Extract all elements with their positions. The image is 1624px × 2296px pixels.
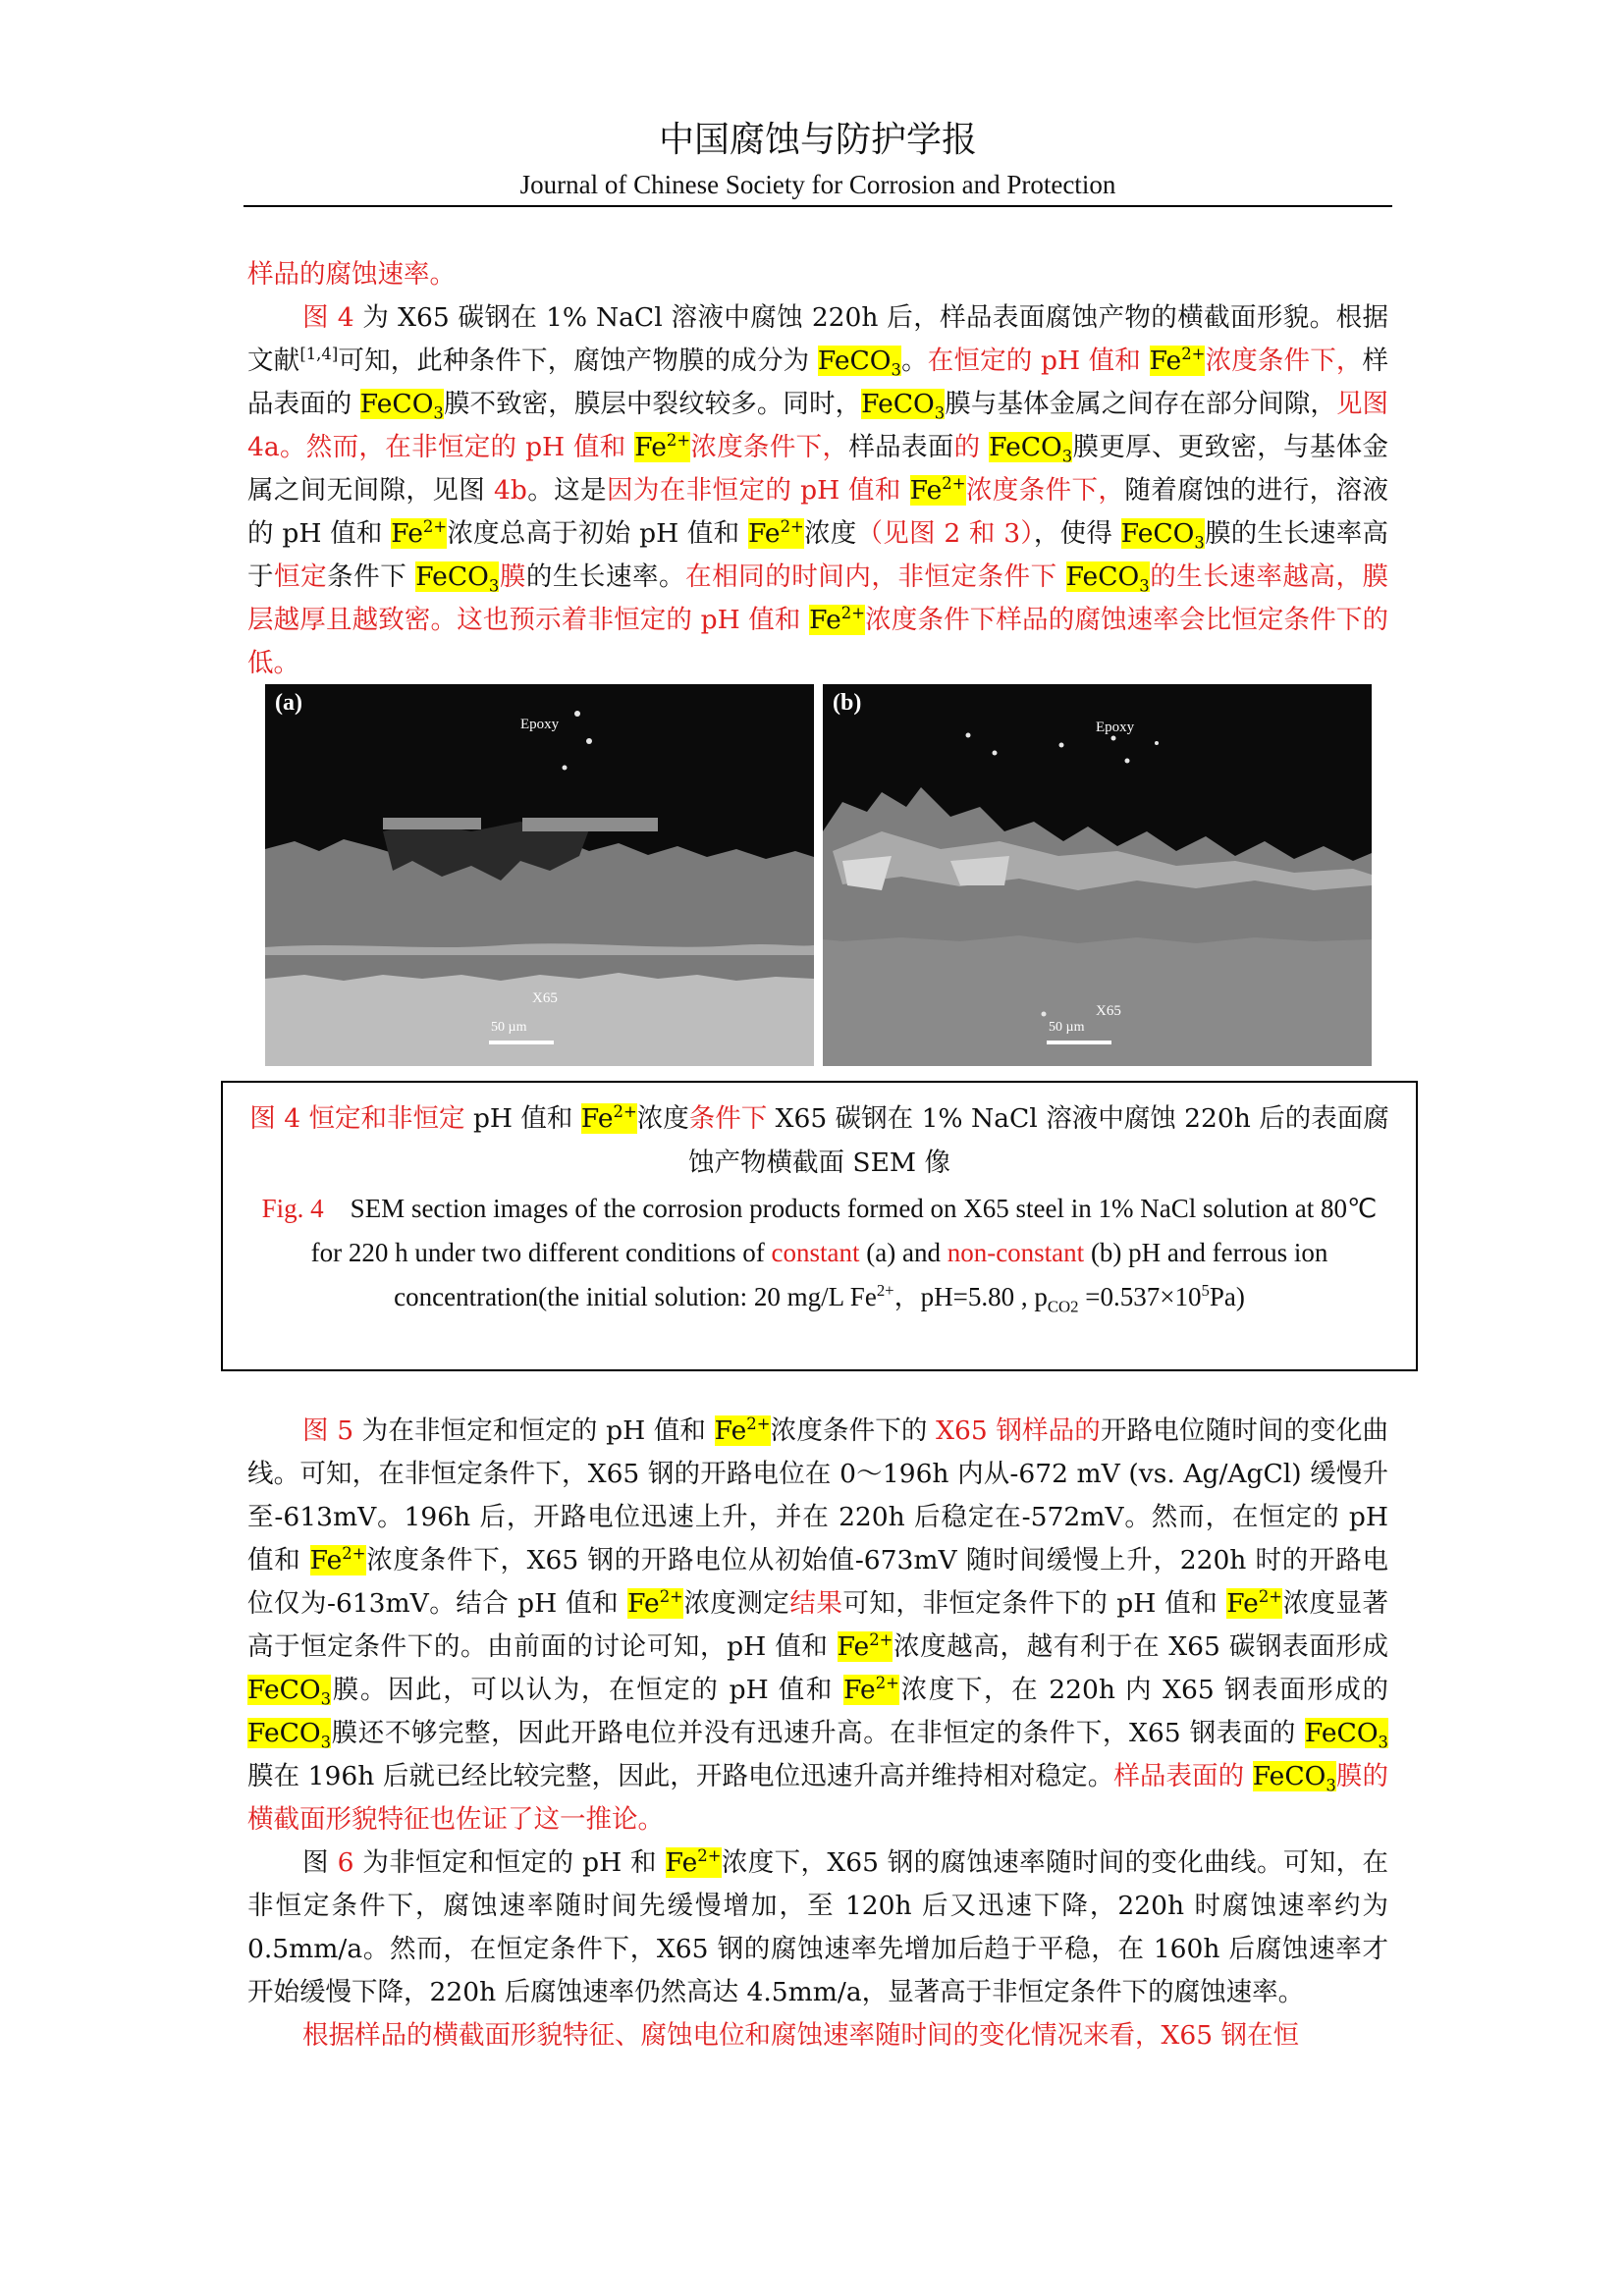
subscript: CO2 [1047,1297,1079,1316]
text-run: 可知，非恒定条件下的 pH 值和 [842,1588,1227,1619]
formula-feco3: FeCO$_3$ [415,561,500,596]
text-run: 浓度测定 [682,1588,790,1619]
red-text: 因为在非恒定的 pH 值和 [606,475,910,506]
superscript: 2+ [876,1281,894,1300]
fig-ref: 图 5 [302,1415,354,1446]
red-text: 4b [493,475,527,506]
text-run: 膜在 196h 后就已经比较完整，因此，开路电位迅速升高并维持相对稳定。 [247,1761,1114,1791]
red-text: 在相同的时间内，非恒定条件下 [685,561,1066,592]
formula-feco3: FeCO$_3$ [861,389,946,423]
red-text: constant [771,1238,860,1267]
formula-fe2plus: $Fe^{2+}$ [837,1630,893,1662]
text-block-top [247,253,1388,685]
text-run: SEM section images of the corrosion products formed on X65 steel in 1% NaCl solution at 80℃ for 220 h under two different conditions of [310,1194,1390,1267]
formula-fe2plus: $Fe^{2+}$ [634,431,691,462]
text-run: 为非恒定和恒定的 pH 和 [353,1847,666,1878]
red-text: （见图 2 和 3） [856,518,1034,549]
formula-fe2plus: $Fe^{2+}$ [843,1674,899,1705]
text-run: 条件下 [327,561,416,592]
panel-b-metal-label: X65 [1096,1003,1121,1019]
formula-feco3: FeCO$_3$ [1065,561,1150,596]
text-run: 膜不致密，膜层中裂纹较多。同时， [443,389,862,419]
red-text: 样品表面的 [1113,1761,1253,1791]
formula-fe2plus: $Fe^{2+}$ [627,1587,683,1619]
red-text: 恒定 [274,561,328,592]
text-run: 样品表面的 [247,346,1389,419]
citation: [1,4] [299,345,339,364]
red-text: 浓度条件下， [965,475,1125,506]
text-run: pH 值和 [464,1103,581,1134]
text-run: 浓度下，X65 钢的腐蚀速率随时间的变化曲线。可知，在非恒定条件下，腐蚀速率随时间先缓慢增加，至 120h 后又迅速下降，220h 时腐蚀速率约为 0.5mm/a。然而，在恒定条件下，X65 钢的腐蚀速率先增加后趋于平稳，在 160h 后腐蚀速率才开始缓慢下降，220h 后腐蚀速率仍然高达 4.5mm/a，显著高于非恒定条件下的腐蚀速率。 [247,1847,1388,2007]
panel-b-epoxy-label: Epoxy [1096,720,1135,735]
text-run: 浓度 [636,1103,689,1134]
text-run: 浓度下，在 220h 内 X65 钢表面形成的 [898,1675,1388,1705]
fig-ref: 6 [337,1847,354,1878]
caption-en [243,1187,1396,1319]
red-text: 图 4 恒定和非恒定 [249,1103,465,1134]
text-run: 为 X65 碳钢在 1% NaCl 溶液中腐蚀 220h 后，样品表面腐蚀产物的横截面形貌。根据文献 [247,302,1388,376]
panel-a-label: (a) [275,690,302,716]
text-run: 样品表面 [848,432,954,462]
text-run: 膜还不够完整，因此开路电位并没有迅速升高。在非恒定的条件下，X65 钢表面的 [331,1718,1305,1748]
red-text: 膜 [499,561,526,592]
text-run: ，pH=5.80 , p [893,1282,1048,1311]
formula-fe2plus: $Fe^{2+}$ [809,604,865,635]
formula-feco3: FeCO$_3$ [247,1718,332,1752]
red-text: X65 钢样品的 [936,1415,1101,1446]
text-run: 图 [302,1847,338,1878]
fig-ref: 图 4 [302,302,354,333]
panel-a-metal-label: X65 [532,990,558,1006]
text-run: (b) pH and ferrous ion concentration(the initial solution: 20 mg/L Fe [394,1238,1328,1311]
text-run: 膜。因此，可以认为，在恒定的 pH 值和 [331,1675,844,1705]
text-run: 随着腐蚀的进行，溶液的 pH 值和 [247,475,1388,549]
text-run: 膜与基体金属之间存在部分间隙， [945,389,1336,419]
text-run: 浓度条件下，X65 钢的开路电位从初始值-673mV 随时间缓慢上升，220h 时的开路电位仅为-613mV。结合 pH 值和 [247,1545,1388,1619]
text-run: ，使得 [1033,518,1121,549]
text-run: X65 碳钢在 1% NaCl 溶液中腐蚀 220h 后的表面腐蚀产物横截面 SEM 像 [688,1103,1389,1178]
text-run: 开路电位随时间的变化曲线。可知，在非恒定条件下，X65 钢的开路电位在 0～196h 内从-672 mV (vs. Ag/AgCl) 缓慢升至-613mV。196h 后，开路电位迅速上升，并在 220h 后稳定在-572mV。然而，在恒定的 pH 值和 [247,1415,1388,1575]
formula-fe2plus: $Fe^{2+}$ [580,1102,637,1134]
red-text: non-constant [947,1238,1085,1267]
text-run: 为在非恒定和恒定的 pH 值和 [353,1415,715,1446]
header-rule [244,205,1392,207]
text-run: 浓度总高于初始 pH 值和 [447,518,748,549]
paragraph-fig4-discussion [247,296,1388,685]
red-text: 的 [953,432,990,462]
text-block-bottom [247,1410,1388,2057]
red-text: 结果 [789,1588,843,1619]
red-text: 见图 4a [247,389,1389,462]
text-run: 的生长速率。 [525,561,686,592]
journal-title-cn: 中国腐蚀与防护学报 [658,120,977,160]
formula-feco3: FeCO$_3$ [1252,1761,1336,1795]
formula-fe2plus: $Fe^{2+}$ [714,1415,771,1446]
formula-fe2plus: $Fe^{2+}$ [665,1846,722,1878]
formula-fe2plus: $Fe^{2+}$ [747,517,804,549]
text-run: 。 [900,346,928,376]
red-text: 的生长速率越高，膜层越厚且越致密。这也预示着非恒定的 pH 值和 [247,561,1389,635]
sem-image-panel-b [823,684,1372,1066]
text-run: 可知，此种条件下，腐蚀产物膜的成分为 [338,346,818,376]
formula-feco3: FeCO$_3$ [359,389,444,423]
panel-b-label: (b) [833,690,862,716]
panel-b-scale-label: 50 µm [1049,1020,1085,1035]
superscript: 5 [1201,1281,1210,1300]
journal-title-en: Journal of Chinese Society for Corrosion and Protection [519,170,1116,199]
text-run: (a) and [859,1238,947,1267]
red-text: 条件下 [688,1103,768,1134]
formula-feco3: FeCO$_3$ [817,346,901,380]
formula-feco3: FeCO$_3$ [247,1675,332,1709]
text-run: 膜更厚、更致密，与基体金属之间无间隙，见图 [247,432,1389,506]
paragraph-continuation: 样品的腐蚀速率。 [247,259,456,290]
text-run: 膜的生长速率高于 [247,518,1388,592]
formula-fe2plus: $Fe^{2+}$ [1226,1587,1283,1619]
formula-fe2plus: $Fe^{2+}$ [309,1544,366,1575]
text-run: 浓度条件下的 [770,1415,937,1446]
panel-a-epoxy-label: Epoxy [520,717,560,732]
formula-feco3: FeCO$_3$ [1120,518,1205,553]
red-text: 膜的横截面形貌特征也佐证了这一推论。 [247,1761,1388,1835]
red-text: 浓度条件下， [1205,346,1363,376]
text-run: 。这是 [526,475,607,506]
red-text: 浓度条件下样品的腐蚀速率会比恒定条件下的低。 [247,605,1388,678]
formula-fe2plus: $Fe^{2+}$ [391,517,448,549]
red-text: 在恒定的 pH 值和 [927,346,1150,376]
sem-image-panel-a [265,684,814,1066]
text-run: 浓度越高，越有利于在 X65 碳钢表面形成 [893,1631,1388,1662]
formula-feco3: FeCO$_3$ [989,432,1073,466]
text-run: Pa) [1209,1282,1245,1311]
paragraph-conclusion-start: 根据样品的横截面形貌特征、腐蚀电位和腐蚀速率随时间的变化情况来看，X65 钢在恒 [302,2020,1300,2051]
red-text: Fig. 4 [261,1194,324,1223]
red-text: 浓度条件下， [690,432,849,462]
text-run: =0.537×10 [1078,1282,1202,1311]
formula-fe2plus: $Fe^{2+}$ [1149,345,1206,376]
red-text: 。然而，在非恒定的 pH 值和 [279,432,635,462]
formula-fe2plus: $Fe^{2+}$ [909,474,966,506]
text-run: 浓度 [803,518,857,549]
text-run: 浓度显著高于恒定条件下的。由前面的讨论可知，pH 值和 [247,1588,1389,1662]
figure-caption-box [221,1081,1418,1371]
journal-header [244,116,1392,202]
paragraph-fig6-discussion [247,1842,1388,2014]
formula-feco3: FeCO$_3$ [1304,1718,1388,1752]
panel-a-scale-label: 50 µm [491,1020,527,1035]
paragraph-fig5-discussion [247,1410,1388,1842]
caption-cn [243,1096,1396,1185]
